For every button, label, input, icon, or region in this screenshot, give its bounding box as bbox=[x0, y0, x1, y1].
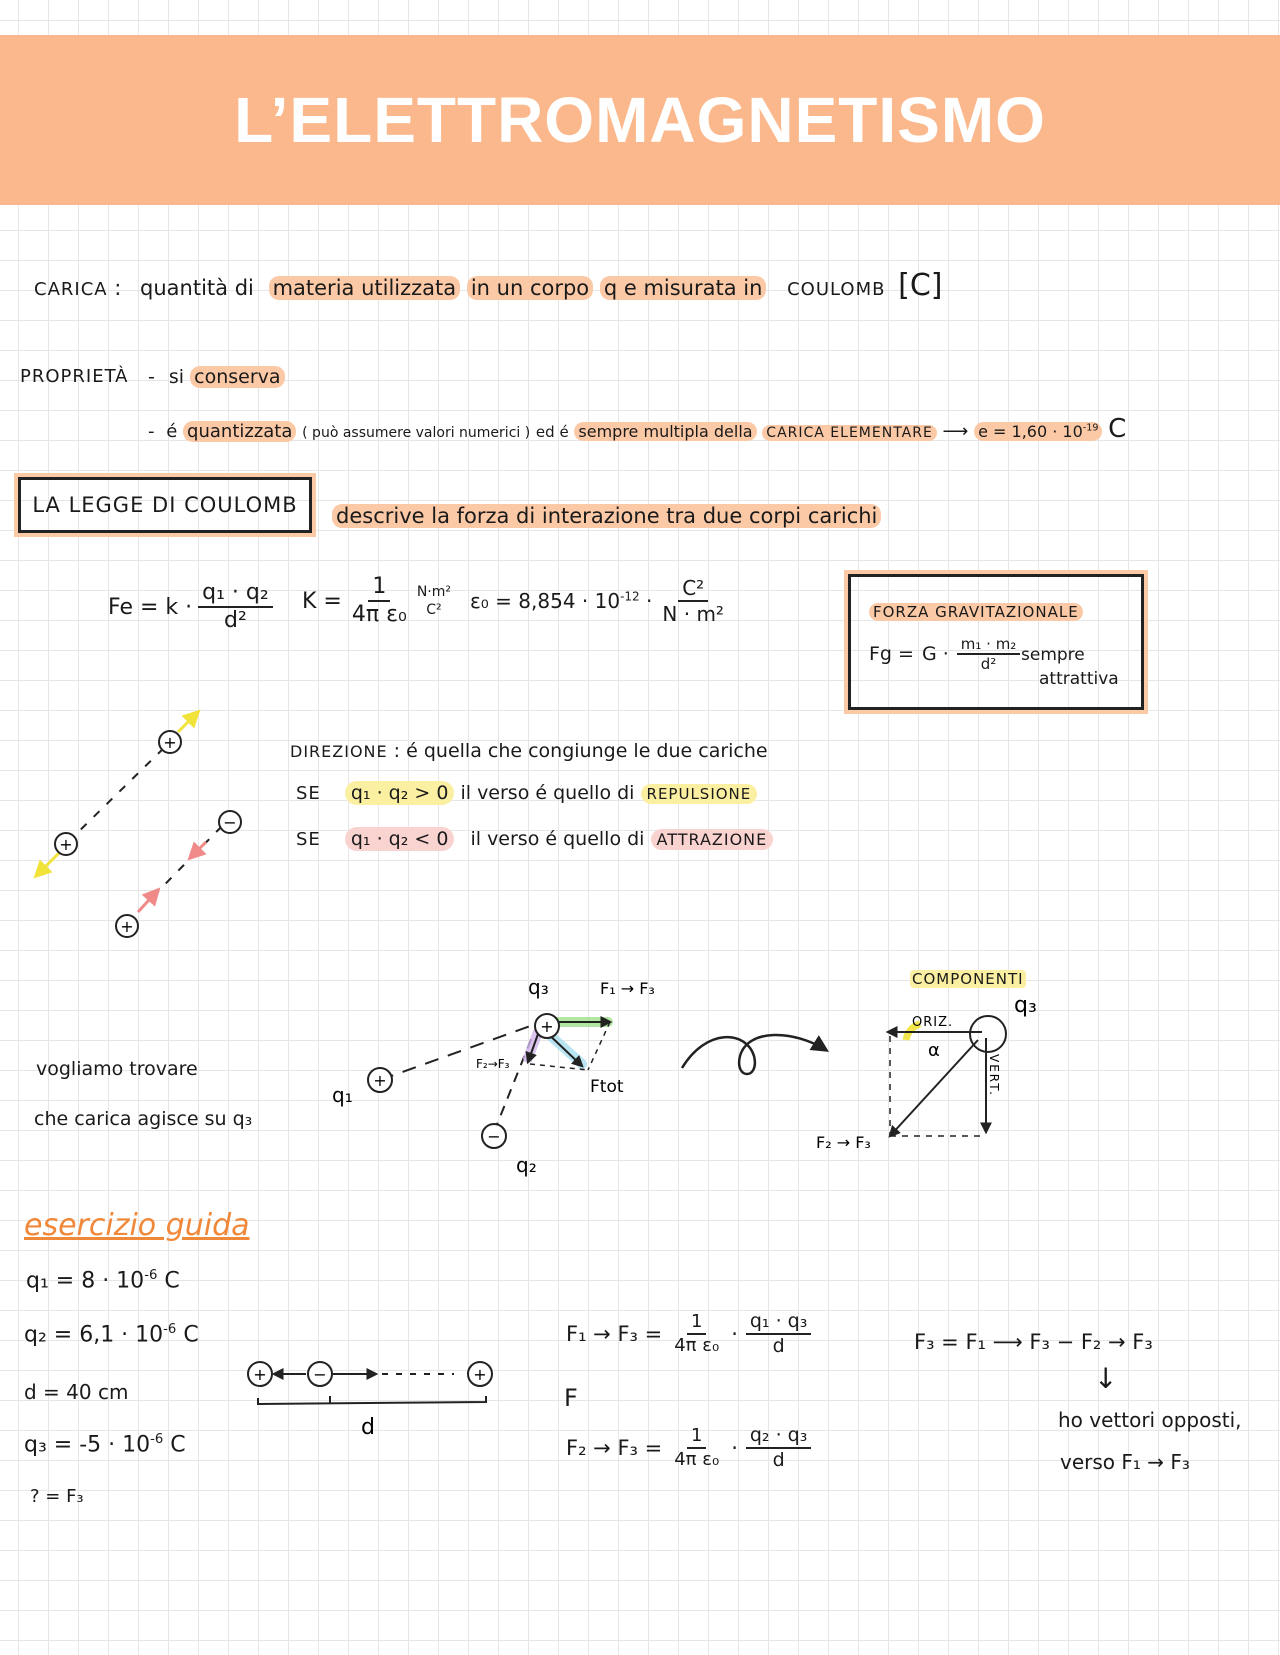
linear-q1-sign: + bbox=[253, 1365, 267, 1384]
componenti-f23-label: F₂ → F₃ bbox=[816, 1133, 871, 1152]
attraction-rule bbox=[296, 828, 773, 850]
repulsion-condition: q₁ · q₂ > 0 bbox=[345, 781, 455, 805]
direzione-text: : é quella che congiunge le due cariche bbox=[393, 740, 768, 762]
q1-q3-line bbox=[380, 1024, 536, 1080]
f-letter: F bbox=[564, 1384, 578, 1412]
formula-f2-f3 bbox=[566, 1424, 811, 1472]
k-den: 4π ε₀ bbox=[351, 602, 407, 628]
fe-den: d² bbox=[224, 608, 247, 634]
f2-const-den: 4π ε₀ bbox=[674, 1448, 720, 1470]
proprieta-conserva: conserva bbox=[190, 366, 284, 388]
carica-text-3: in un corpo bbox=[467, 276, 593, 300]
distance-bracket bbox=[258, 1396, 486, 1404]
f1-const-den: 4π ε₀ bbox=[674, 1334, 720, 1356]
proprieta-sempre: sempre multipla della bbox=[574, 422, 756, 441]
eps-formula bbox=[470, 576, 728, 626]
vogliamo-line-1: vogliamo trovare bbox=[36, 1058, 198, 1080]
charge-pairs-diagram bbox=[20, 700, 260, 940]
carica-definition bbox=[34, 268, 943, 303]
given-q2-exp: -6 bbox=[163, 1322, 177, 1337]
result-note-2: verso F₁ → F₃ bbox=[1060, 1450, 1190, 1474]
k-unit bbox=[417, 583, 451, 619]
force-diagram bbox=[320, 960, 700, 1180]
repulsion-keyword: REPULSIONE bbox=[641, 784, 758, 804]
k-formula bbox=[302, 574, 451, 629]
f2-charges bbox=[746, 1424, 811, 1472]
given-q1-text: q₁ = 8 · 10 bbox=[26, 1268, 145, 1294]
carica-text-2: materia utilizzata bbox=[269, 276, 461, 300]
given-q2-text: q₂ = 6,1 · 10 bbox=[24, 1322, 164, 1348]
f2-lhs: F₂ → F₃ = bbox=[566, 1435, 663, 1460]
proprieta-line-2 bbox=[148, 414, 1126, 444]
repulsion-arrow-top bbox=[178, 712, 198, 732]
carica-text-4: q e misurata in bbox=[600, 276, 767, 300]
q2-label: q₂ bbox=[516, 1153, 537, 1177]
componenti-title-text: COMPONENTI bbox=[912, 970, 1024, 988]
coulomb-formula bbox=[108, 580, 273, 635]
proprieta-note: ( può assumere valori numerici ) bbox=[302, 425, 531, 441]
attraction-arrow-top bbox=[190, 842, 206, 858]
eps-unit-den: N · m² bbox=[662, 602, 724, 626]
proprieta-arrow: ⟶ bbox=[942, 421, 969, 442]
repulsion-result: il verso é quello di bbox=[460, 782, 635, 804]
grav-lhs: Fg = bbox=[869, 643, 914, 665]
unknown-f3: ? = F₃ bbox=[30, 1486, 84, 1507]
carica-label: CARICA bbox=[34, 279, 108, 300]
coulomb-box bbox=[18, 477, 312, 533]
proprieta-ed-e: ed é bbox=[535, 423, 569, 441]
grav-g: G · bbox=[921, 643, 949, 665]
f3-equation: F₃ = F₁ ⟶ F₃ − F₂ → F₃ bbox=[914, 1330, 1153, 1354]
f1-charges-num: q₁ · q₃ bbox=[746, 1310, 811, 1335]
attraction-condition: q₁ · q₂ < 0 bbox=[345, 827, 455, 851]
repulsion-rule bbox=[296, 782, 757, 804]
grav-den: d² bbox=[980, 655, 997, 673]
given-q2-unit: C bbox=[183, 1322, 199, 1348]
carica-symbol: [C] bbox=[898, 268, 943, 303]
f1-charges-den: d bbox=[772, 1334, 785, 1357]
fe-num: q₁ · q₂ bbox=[198, 580, 273, 608]
given-q3-text: q₃ = -5 · 10 bbox=[24, 1432, 151, 1458]
componenti-title bbox=[910, 970, 1026, 988]
proprieta-e-unit: C bbox=[1108, 414, 1127, 444]
repulsion-arrow-bottom bbox=[36, 852, 60, 876]
charge-minus-1-sign: − bbox=[223, 813, 237, 832]
f2-const bbox=[670, 1425, 723, 1470]
parallelogram-side-1 bbox=[588, 1022, 610, 1070]
direzione-label: DIREZIONE bbox=[290, 742, 388, 761]
given-d: d = 40 cm bbox=[24, 1380, 129, 1404]
proprieta-e-exp: -19 bbox=[1082, 422, 1099, 434]
linear-charges-diagram bbox=[240, 1350, 500, 1440]
proprieta-e-val: e = 1,60 · 10 bbox=[978, 422, 1083, 441]
proprieta-quantizzata: quantizzata bbox=[183, 421, 296, 442]
down-arrow: ↓ bbox=[1094, 1362, 1118, 1395]
distance-label: d bbox=[361, 1415, 375, 1440]
ftot-label: Ftot bbox=[590, 1077, 624, 1097]
k-fraction bbox=[348, 574, 411, 629]
f1-dot: · bbox=[731, 1321, 738, 1346]
f2-dot: · bbox=[731, 1435, 738, 1460]
given-q2 bbox=[24, 1322, 199, 1347]
given-q1-exp: -6 bbox=[144, 1268, 158, 1283]
given-q3-unit: C bbox=[170, 1432, 186, 1458]
charge-plus-1-sign: + bbox=[163, 733, 177, 752]
gravitational-box bbox=[848, 574, 1144, 710]
direzione-line bbox=[290, 740, 768, 762]
eps-exp: -12 bbox=[620, 589, 640, 604]
vogliamo-line-2: che carica agisce su q₃ bbox=[34, 1108, 253, 1130]
f1-lhs: F₁ → F₃ = bbox=[566, 1321, 663, 1346]
oriz-label: ORIZ. bbox=[912, 1015, 954, 1030]
attraction-arrow-bottom bbox=[138, 890, 158, 912]
k-num: 1 bbox=[368, 574, 390, 602]
attraction-keyword: ATTRAZIONE bbox=[651, 829, 774, 850]
formula-f1-f3 bbox=[566, 1310, 811, 1358]
grav-num: m₁ · m₂ bbox=[957, 635, 1021, 655]
charge-plus-2-sign: + bbox=[59, 835, 73, 854]
esercizio-title-text: esercizio guida bbox=[24, 1208, 250, 1243]
f2-charges-den: d bbox=[772, 1448, 785, 1471]
result-note-1: ho vettori opposti, bbox=[1058, 1408, 1242, 1432]
se-label-2: SE bbox=[296, 829, 321, 850]
f23-label: F₂→F₃ bbox=[476, 1057, 510, 1071]
proprieta-dash-2: - bbox=[148, 421, 155, 442]
coulomb-box-label: LA LEGGE DI COULOMB bbox=[32, 493, 298, 517]
given-q3 bbox=[24, 1432, 186, 1457]
proprieta-si: si bbox=[168, 366, 185, 388]
proprieta-dash-1: - bbox=[148, 366, 155, 388]
se-label-1: SE bbox=[296, 783, 321, 804]
grav-title-text: FORZA GRAVITAZIONALE bbox=[869, 603, 1083, 621]
carica-sep: : bbox=[114, 276, 122, 300]
linear-q3-sign: − bbox=[313, 1365, 327, 1384]
f2-charges-num: q₂ · q₃ bbox=[746, 1424, 811, 1449]
page-title: L’ELETTROMAGNETISMO bbox=[234, 84, 1046, 156]
eps-lhs: ε₀ = 8,854 · 10 bbox=[470, 589, 621, 613]
k-unit-den: C² bbox=[426, 602, 442, 619]
q3-label: q₃ bbox=[528, 975, 549, 999]
grav-formula bbox=[869, 635, 1020, 673]
given-q1-unit: C bbox=[164, 1268, 180, 1294]
charge-plus-3-sign: + bbox=[120, 917, 134, 936]
grav-fraction bbox=[957, 635, 1021, 673]
proprieta-e-value bbox=[974, 422, 1102, 441]
eps-lhs-wrap: $\varepsilon_0 = 8,854 \cdot 10^{-12}$ · bbox=[470, 589, 653, 613]
q3-circle bbox=[970, 1016, 1006, 1052]
proprieta-carica-elementare: CARICA ELEMENTARE bbox=[762, 425, 937, 441]
k-lhs: K = bbox=[302, 588, 342, 614]
coulomb-description bbox=[332, 504, 881, 528]
attraction-result: il verso é quello di bbox=[470, 828, 645, 850]
coulomb-desc-text: descrive la forza di interazione tra due corpi carichi bbox=[332, 504, 881, 528]
grav-note-1: sempre bbox=[1021, 645, 1085, 665]
linear-q2-sign: + bbox=[473, 1365, 487, 1384]
componenti-diagram bbox=[810, 990, 1050, 1170]
k-unit-num: N·m² bbox=[416, 584, 451, 601]
q3-sign: + bbox=[540, 1017, 554, 1036]
q1-sign: + bbox=[373, 1071, 387, 1090]
f1-const bbox=[670, 1311, 723, 1356]
given-q3-exp: -6 bbox=[150, 1432, 164, 1447]
f1-const-num: 1 bbox=[687, 1311, 706, 1335]
q1-label: q₁ bbox=[332, 1083, 353, 1107]
fe-fraction bbox=[198, 580, 273, 635]
q2-sign: − bbox=[487, 1127, 501, 1146]
title-banner bbox=[0, 35, 1280, 205]
eps-unit bbox=[658, 576, 728, 626]
transition-arrow-path bbox=[682, 1035, 826, 1074]
proprieta-e: é bbox=[166, 421, 178, 442]
f2-const-num: 1 bbox=[687, 1425, 706, 1449]
carica-text-1: quantità di bbox=[140, 276, 254, 300]
vert-label: VERT. bbox=[987, 1054, 1001, 1097]
proprieta-label: PROPRIETÀ bbox=[20, 366, 129, 387]
repulsion-dashed-line bbox=[68, 742, 170, 842]
given-q1 bbox=[26, 1268, 180, 1293]
eps-unit-num: C² bbox=[678, 576, 708, 602]
grav-note-2: attrattiva bbox=[1039, 669, 1119, 689]
proprieta-line-1 bbox=[148, 366, 285, 388]
f13-label: F₁ → F₃ bbox=[600, 979, 655, 998]
esercizio-title bbox=[24, 1208, 250, 1243]
alpha-label: α bbox=[928, 1040, 940, 1061]
componenti-q3-label: q₃ bbox=[1014, 993, 1037, 1018]
fe-lhs: Fe = k · bbox=[108, 594, 193, 620]
carica-unit: COULOMB bbox=[787, 279, 886, 300]
grav-title bbox=[869, 603, 1083, 621]
f1-charges bbox=[746, 1310, 811, 1358]
